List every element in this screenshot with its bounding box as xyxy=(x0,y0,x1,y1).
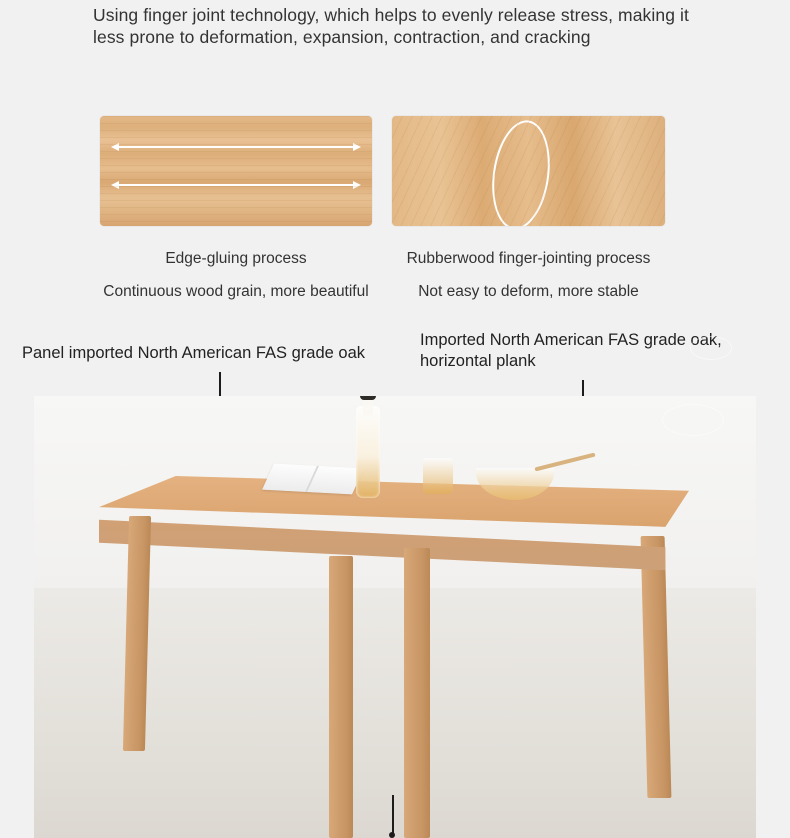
watermark-circle-icon xyxy=(690,336,732,360)
finger-jointing-panel-image xyxy=(392,116,665,226)
glass-object xyxy=(423,458,453,494)
table-leg-mid xyxy=(329,556,353,838)
bottle-cap xyxy=(360,396,376,400)
leader-line-bottom xyxy=(392,795,394,835)
bottle-object xyxy=(356,406,380,498)
edge-gluing-caption-title: Edge-gluing process xyxy=(165,250,307,267)
leader-dot-bottom xyxy=(389,832,395,838)
annotation-label-left: Panel imported North American FAS grade oak xyxy=(22,344,366,362)
finger-jointing-caption-title: Rubberwood finger-jointing process xyxy=(406,250,651,267)
ellipse-highlight-icon xyxy=(486,117,557,226)
grain-direction-arrow-icon xyxy=(118,146,354,148)
table-leg-front-right xyxy=(404,548,430,838)
annotation-label-right: Imported North American FAS grade oak, horizontal plank xyxy=(420,331,722,370)
product-photo xyxy=(34,396,756,838)
watermark-circle-icon xyxy=(662,404,724,436)
edge-gluing-panel-image xyxy=(100,116,372,226)
open-book-object xyxy=(262,464,364,495)
intro-paragraph: Using finger joint technology, which helps to evenly release stress, making it less prone to deformation, expansion, contraction, and cracking xyxy=(93,5,689,47)
edge-gluing-caption-sub: Continuous wood grain, more beautiful xyxy=(103,283,369,300)
finger-jointing-caption-sub: Not easy to deform, more stable xyxy=(418,283,639,300)
grain-direction-arrow-icon xyxy=(118,184,354,186)
